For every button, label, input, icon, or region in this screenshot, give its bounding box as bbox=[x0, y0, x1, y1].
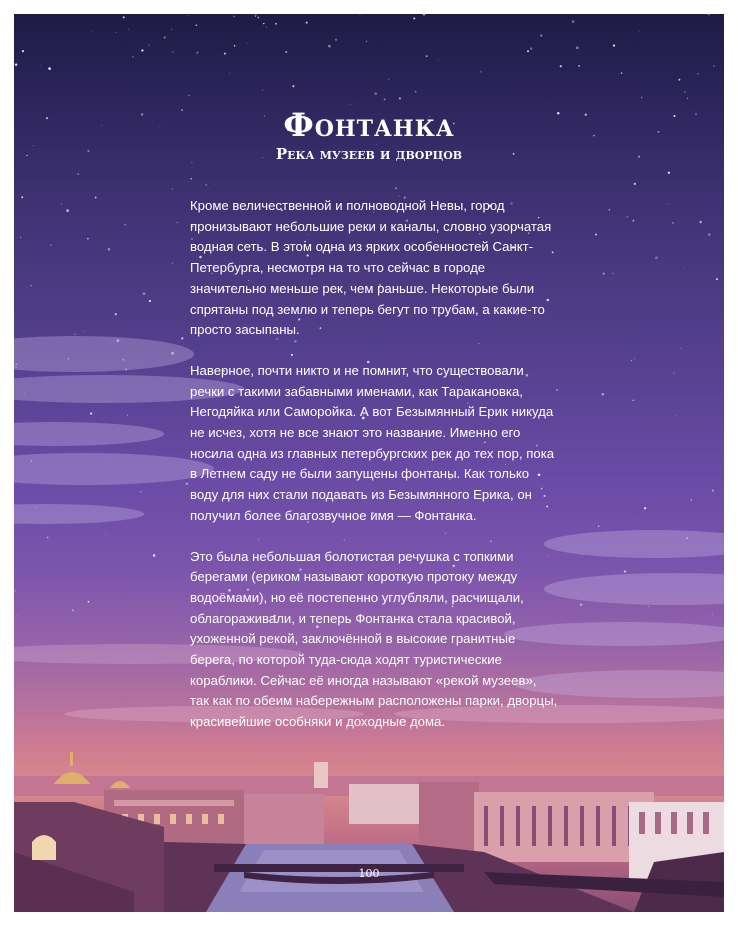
paragraph-1: Кроме величественной и полноводной Невы, город пронизывают небольшие реки и каналы, словно узорчатая водная сеть. В этом одна из ярких особенностей Санкт-Петербурга, несмотря на то что сейчас в городе значительно меньше рек, чем раньше. Некоторые были спрятаны под землю и теперь бегут по трубам, а какие-то просто засыпаны. bbox=[190, 198, 552, 338]
fontanka-cityscape-illustration bbox=[14, 732, 724, 912]
illustrated-page bbox=[14, 14, 724, 912]
page-number: 100 bbox=[358, 867, 380, 880]
page-title: Фонтанка bbox=[283, 106, 455, 144]
arched-window-icon bbox=[32, 835, 56, 860]
page-subtitle: Река музеев и дворцов bbox=[275, 145, 463, 163]
paragraph-2: Наверное, почти никто и не помнит, что существовали речки с такими забавными именами, как Таракановка, Негодяйка или Саморойка. А вот Безымянный Ерик никуда не исчез, хотя не все знают это название. Именно его носила одна из главных петербургских рек до тех пор, пока в Летнем саду не были запущены фонтаны. Как только воду для них стали подавать из Безымянного Ерика, он получил более благозвучное имя — Фонтанка. bbox=[190, 362, 555, 523]
article-body bbox=[190, 196, 558, 753]
heading-block bbox=[14, 106, 724, 163]
paragraph-3: Это была небольшая болотистая речушка с топкими берегами (ериком называют короткую протоку между водоёмами), но её постепенно углубляли, расчищали, облагораживали, и теперь Фонтанка стала красивой, ухоженной рекой, заключённой в высокие гранитные берега, по которой туда-сюда ходят туристические кораблики. Сейчас её иногда называют «рекой музеев», так как по обеим набережным расположены парки, дворцы, красивейшие особняки и доходные дома. bbox=[190, 548, 558, 730]
